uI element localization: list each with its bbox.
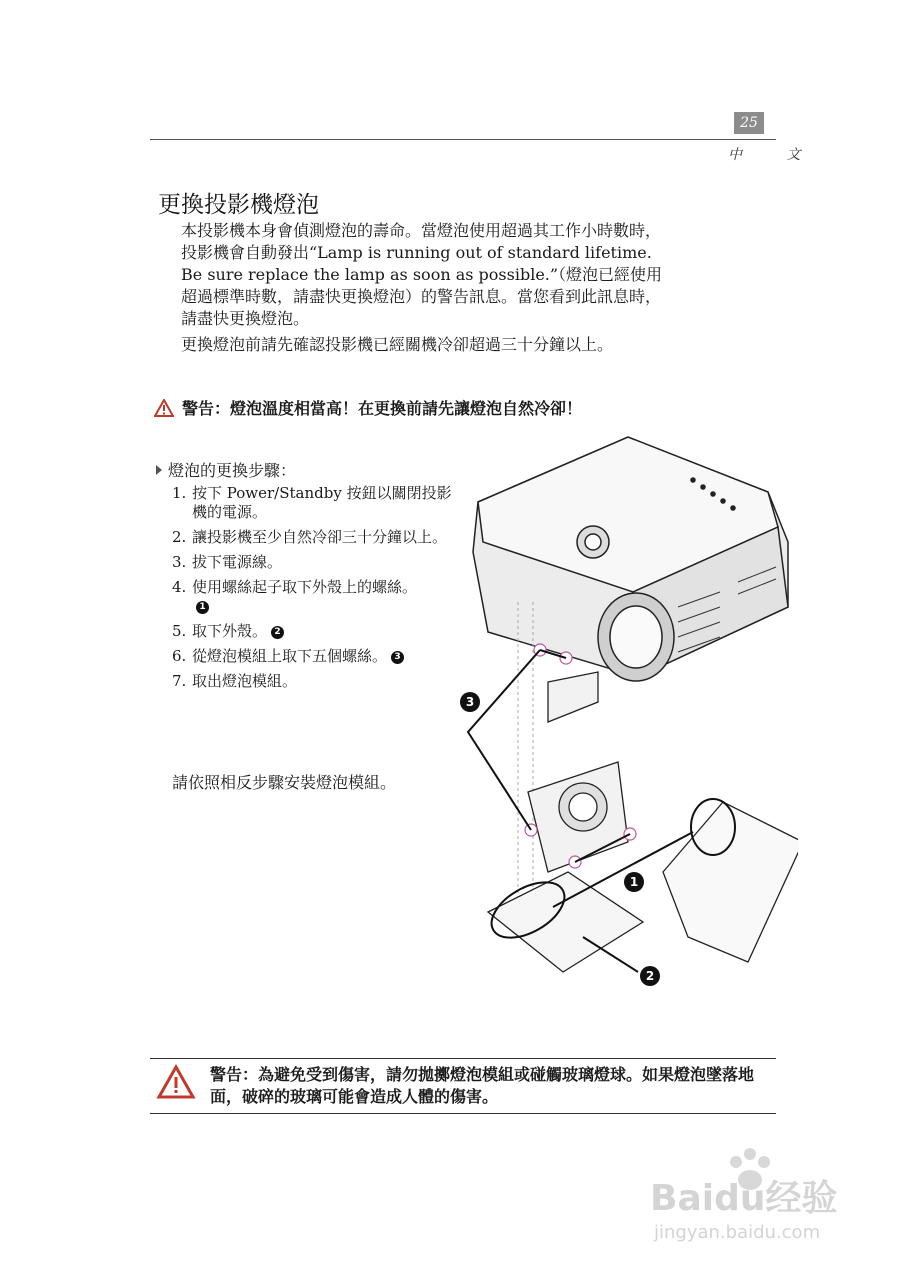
- step-item: [172, 647, 452, 666]
- warning-triangle-icon: [156, 1064, 196, 1100]
- step-text: 取出燈泡模組。: [192, 672, 298, 690]
- step-item: [172, 528, 452, 547]
- step-number: 5.: [172, 622, 187, 640]
- warning-divider-top: [150, 1058, 776, 1059]
- intro-paragraph-1: 本投影機本身會偵測燈泡的壽命。當燈泡使用超過其工作小時數時， 投影機會自動發出“Lamp is running out of standard lifetime. Be sure replace the lamp as soon as possible.”（燈泡已經使用 超過標準時數，請盡快更換燈泡）的警告訊息。當您看到此訊息時， 請盡快更換燈泡。: [181, 221, 663, 328]
- callout-2-icon: [640, 966, 660, 986]
- watermark-brand: Baidu经验: [650, 1178, 838, 1219]
- heat-warning: [154, 396, 582, 419]
- callout-1-label: 1: [629, 875, 639, 889]
- watermark-url: jingyan.baidu.com: [654, 1222, 821, 1243]
- heat-warning-text: 警告：燈泡溫度相當高！在更換前請先讓燈泡自然冷卻！: [182, 399, 583, 418]
- step-text-content: 取下外殼。: [192, 622, 268, 640]
- projector-lamp-illustration: [458, 432, 798, 992]
- step-item: [172, 484, 452, 522]
- callout-3-label: 3: [465, 695, 475, 709]
- step-item: [172, 672, 452, 691]
- page-title: 更換投影機燈泡: [158, 192, 319, 218]
- step-text: [192, 622, 452, 641]
- step-number: 6.: [172, 647, 187, 665]
- callout-badge-icon: 3: [391, 651, 404, 664]
- warning-triangle-icon: [154, 399, 174, 417]
- step-text: [192, 578, 452, 616]
- step-item: [172, 578, 452, 616]
- step-item: [172, 553, 452, 572]
- callout-3-icon: [460, 692, 480, 712]
- header-divider: [150, 139, 776, 140]
- page-number: 25: [734, 112, 764, 134]
- step-number: 1.: [172, 484, 187, 502]
- reverse-install-note: 請依照相反步驟安裝燈泡模組。: [172, 773, 397, 792]
- step-number: 3.: [172, 553, 187, 571]
- step-number: 4.: [172, 578, 187, 596]
- steps-heading: [156, 458, 296, 481]
- step-text: 讓投影機至少自然冷卻三十分鐘以上。: [192, 528, 448, 546]
- projector-body: [473, 437, 788, 681]
- steps-list: [172, 484, 452, 697]
- step-text-content: 從燈泡模組上取下五個螺絲。: [192, 647, 388, 665]
- language-label: 中 文: [728, 147, 821, 163]
- step-text: [192, 647, 452, 666]
- warning-divider-bottom: [150, 1113, 776, 1114]
- step-text: 拔下電源線。: [192, 553, 283, 571]
- baidu-watermark-logo: [640, 1140, 860, 1250]
- step-number: 2.: [172, 528, 187, 546]
- step-text: 按下 Power/Standby 按鈕以關閉投影機的電源。: [192, 484, 452, 521]
- intro-paragraph-2: 更換燈泡前請先確認投影機已經關機冷卻超過三十分鐘以上。: [181, 335, 614, 354]
- glass-warning-text: 警告：為避免受到傷害，請勿拋擲燈泡模組或碰觸玻璃燈球。如果燈泡墜落地面，破碎的玻璃可能會造成人體的傷害。: [210, 1065, 755, 1106]
- step-text-content: 使用螺絲起子取下外殼上的螺絲。: [192, 578, 418, 596]
- callout-badge-icon: 1: [196, 601, 209, 614]
- callout-2-label: 2: [645, 969, 655, 983]
- callout-1-icon: [624, 872, 644, 892]
- bullet-arrow-icon: [156, 465, 162, 475]
- intro-section: [181, 220, 741, 356]
- glass-warning: [156, 1064, 776, 1108]
- steps-heading-text: 燈泡的更換步驟：: [168, 461, 297, 480]
- step-item: [172, 622, 452, 641]
- step-number: 7.: [172, 672, 187, 690]
- callout-badge-icon: 2: [271, 626, 284, 639]
